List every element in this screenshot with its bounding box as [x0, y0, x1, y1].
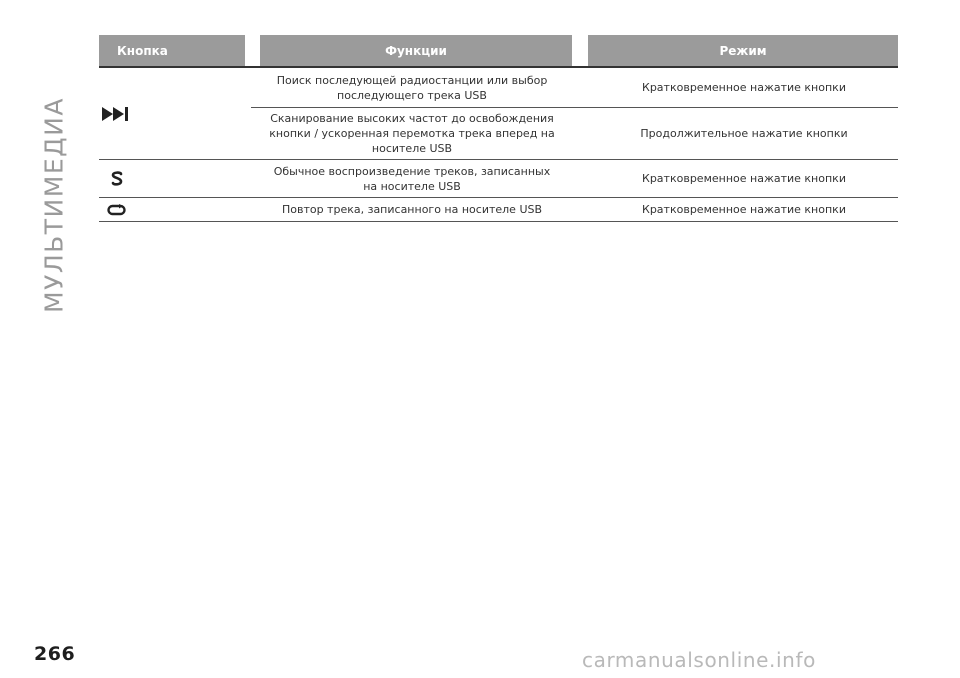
mode-text: Кратковременное нажатие кнопки	[642, 203, 846, 216]
table-header	[99, 35, 898, 67]
repeat-icon	[107, 204, 127, 216]
table-row	[99, 198, 898, 221]
watermark: carmanualsonline.info	[582, 648, 816, 672]
shuffle-icon	[110, 171, 124, 187]
header-mode: Режим	[588, 35, 898, 67]
button-cell	[99, 198, 135, 221]
function-text: Обычное воспроизведение треков, записанных на носителе USB	[273, 164, 551, 193]
mode-text: Продолжительное нажатие кнопки	[640, 127, 848, 140]
mode-cell	[589, 198, 899, 221]
mode-cell	[589, 108, 899, 159]
buttons-table	[99, 35, 898, 216]
row-divider	[99, 221, 898, 222]
function-text: Повтор трека, записанного на носителе USB	[281, 203, 543, 216]
function-text: Сканирование высоких частот до освобождения кнопки / ускоренная перемотка трека вперед на носителе USB	[269, 112, 555, 155]
function-cell	[251, 160, 573, 197]
header-button: Кнопка	[99, 35, 245, 67]
button-cell	[99, 160, 135, 197]
table-row	[99, 68, 898, 107]
table-row	[99, 160, 898, 197]
mode-cell	[589, 160, 899, 197]
mode-text: Кратковременное нажатие кнопки	[642, 172, 846, 185]
table-row	[99, 108, 898, 159]
header-functions: Функции	[260, 35, 572, 67]
function-text: Поиск последующей радиостанции или выбор последующего трека USB	[276, 73, 548, 102]
mode-text: Кратковременное нажатие кнопки	[642, 81, 846, 94]
page-number: 266	[34, 643, 76, 665]
section-title: МУЛЬТИМЕДИА	[39, 97, 69, 313]
mode-cell	[589, 68, 899, 107]
function-cell	[251, 198, 573, 221]
function-cell	[251, 68, 573, 107]
function-cell	[251, 108, 573, 159]
